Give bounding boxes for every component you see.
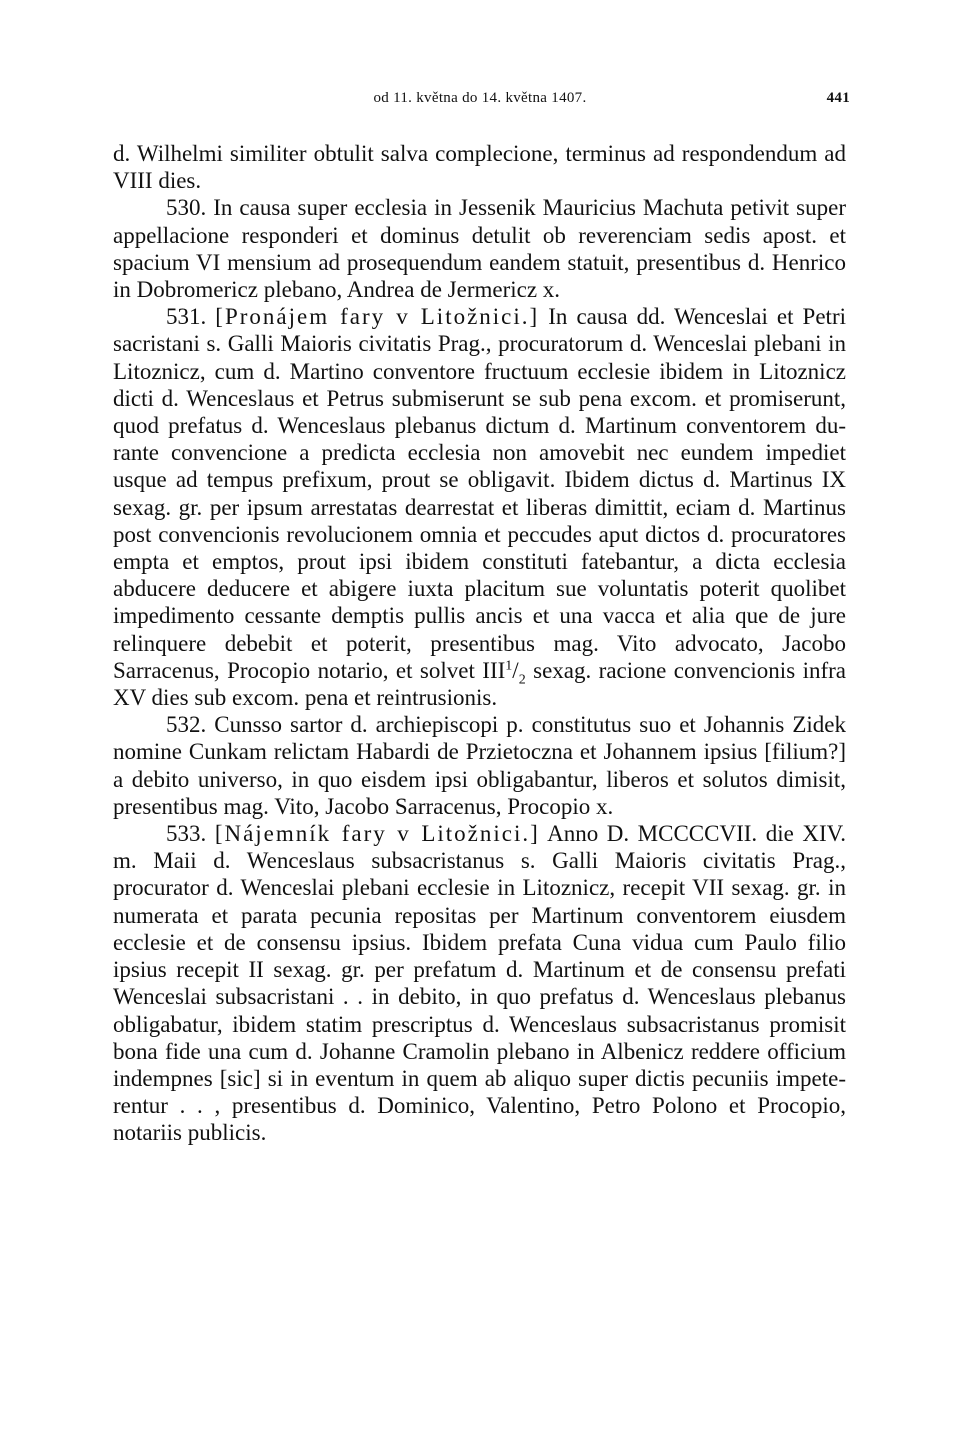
running-title: od 11. května do 14. května 1407.	[373, 90, 587, 106]
entry-text-continued: sexag. racione convencionis infra XV dies sub excom. pena et reintrusionis.	[113, 657, 846, 711]
entry-text: In causa dd. Wenceslai et Petri sacristani s. Galli Maioris civitatis Prag., procuratorum d. Wenceslai plebani in Litoznicz, cum d. Martino conventore fructuum ecclesie ibidem in Litoznicz dicti d. Wenceslaus et Petrus submiserunt se sub pena excom. et promiserunt, quod prefatus d. Wenceslaus plebanus dictum d. Martinum conventorem durante convencione a predicta ecclesia non amovebit nec eundem impediet usque ad tempus prefixum, prout se obligavit. Ibidem dictus d. Martinus IX sexag. gr. per ipsum arrestatas dearrestat et liberas dimittit, eciam d. Martinus post convencionis revolucionem omnia et peccudes aput dictos d. procuratores empta et emptos, prout ipsi ibidem constituti fatebantur, a dicta ecclesia abducere deducere et abigere iuxta placitum sue voluntatis poterit quolibet impedimento cessante demptis pullis ancis et una vacca et alia que de jure relinquere debebit et poterit, presentibus mag. Vito advocato, Jacobo Sarracenus, Procopio notario, et solvet III	[113, 304, 847, 683]
entry-text: 532. Cunsso sartor d. archiepiscopi p. constitutus suo et Johannis Zidek nomine Cunkam relictam Habardi de Przietoczna et Johannem ipsius [filium?] a debito universo, in quo eisdem ipsi obligabantur, liberos et solutos dimisit, presentibus mag. Vito, Jacobo Sarracenus, Procopio x.	[113, 712, 846, 819]
page-number: 441	[826, 90, 850, 106]
entry-continuation	[113, 140, 846, 194]
entry-number: 533.	[166, 821, 207, 847]
entry-heading: [Pronájem fary v Litožnici.]	[215, 304, 540, 330]
entry-heading: [Nájemník fary v Litožnici.]	[214, 821, 540, 847]
entry-text: Anno D. MCCCCVII. die XIV. m. Maii d. Wenceslaus subsacristanus s. Galli Maioris civitatis Prag., procurator d. Wenceslai plebani ecclesie in Litoznicz, recepit VII sexag. gr. in numerata et parata pecunia repositas per Martinum conventorem eiusdem ecclesie et de consensu ipsius. Ibidem prefata Cuna vidua cum Paulo filio ipsius recepit II sexag. gr. per prefatum d. Martinum et de consensu prefati Wenceslai subsacristani . . in debito, in quo prefatus d. Wenceslaus plebanus obligabatur, ibidem statim prescriptus d. Wenceslaus subsacristanus promisit bona fide una cum d. Johanne Cramolin plebano in Albenicz reddere officium indempnes [sic] si in eventum in quem ab aliquo super dictis pecuniis impeterentur . . , presentibus d. Dominico, Valentino, Petro Polono et Procopio, notariis publicis.	[113, 821, 847, 1146]
entry-533	[113, 820, 846, 1146]
fraction-denominator: 2	[518, 672, 526, 688]
entry-number: 531.	[166, 304, 207, 330]
entry-531: 531. [Pronájem fary v Litožnici.] In causa dd. Wenceslai et Petri sacristani s. Galli Maioris civitatis Prag., procuratorum d. Wenceslai plebani in Litoznicz, cum d. Martino conventore fructuum ecclesie ibidem in Litoznicz dicti d. Wenceslaus et Petrus submiserunt se sub pena excom. et promiserunt, quod prefatus d. Wenceslaus plebanus dictum d. Martinum conventorem durante convencione a predicta ecclesia non amovebit nec eundem impediet usque ad tempus prefixum, prout se obligavit. Ibidem dictus d. Martinus IX sexag. gr. per ipsum arrestatas dearrestat et liberas dimittit, eciam d. Martinus post convencionis revolucionem omnia et peccudes aput dictos d. procuratores empta et emptos, prout ipsi ibidem constituti fatebantur, a dicta ecclesia abducere deducere et abigere iuxta placitum sue voluntatis poterit quolibet impedimento cessante demptis pullis ancis et una vacca et alia que de jure relinquere debebit et poterit, presentibus mag. Vito advocato, Jacobo Sarracenus, Procopio notario, et solvet $III^1/_2$ sexag. racione convencionis infra XV dies sub excom. pena et reintrusionis.	[113, 304, 847, 711]
entry-530	[113, 194, 846, 303]
entry-text: 530. In causa super ecclesia in Jessenik Mauricius Machuta petivit super appellacione responderi et dominus detulit ob reverenciam sedis apost. et spacium VI mensium ad prosequendum eandem statuit, presentibus d. Henrico in Dobromericz plebano, Andrea de Jermericz x.	[113, 195, 846, 303]
running-header	[110, 90, 850, 114]
entry-text: d. Wilhelmi similiter obtulit salva complecione, terminus ad respondendum ad VIII dies.	[113, 141, 846, 194]
entry-532	[113, 711, 846, 820]
fraction-numerator: 1	[505, 658, 513, 674]
body-text	[113, 140, 846, 1147]
